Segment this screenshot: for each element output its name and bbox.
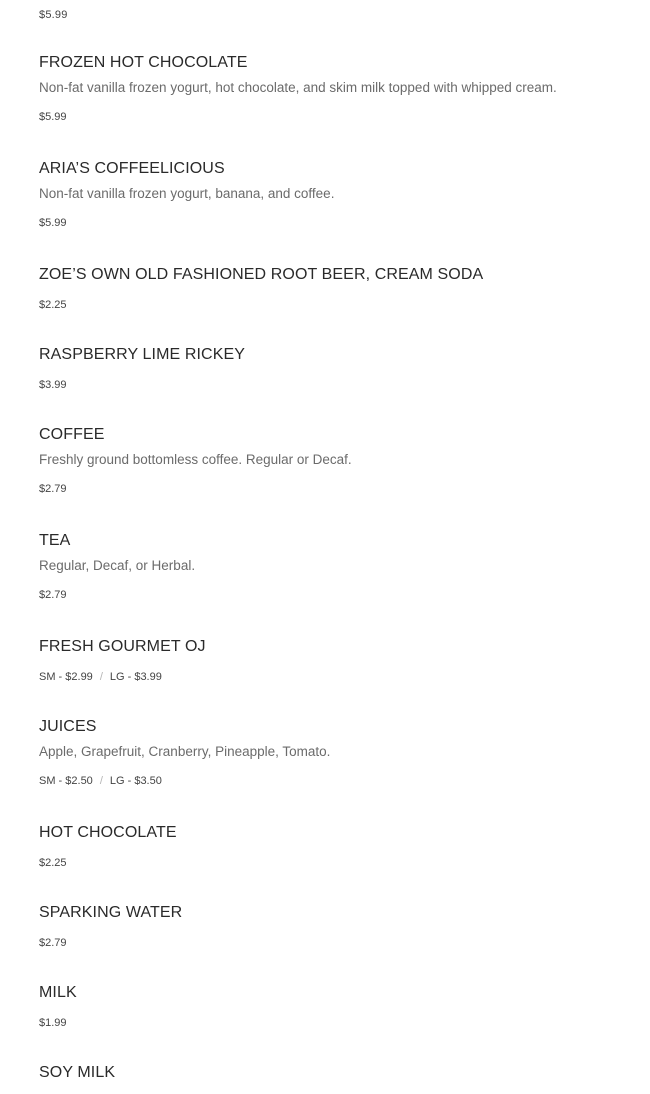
item-description: Non-fat vanilla frozen yogurt, banana, and coffee. <box>39 186 335 201</box>
item-price-sizes <box>39 670 629 684</box>
price-large: LG - $3.50 <box>109 775 162 787</box>
item-name: ARIA’S COFFEELICIOUS <box>39 160 225 177</box>
item-name: TEA <box>39 532 71 549</box>
menu-item-fresh-gourmet-oj <box>39 637 629 684</box>
item-description: Non-fat vanilla frozen yogurt, hot chocolate, and skim milk topped with whipped cream. <box>39 80 557 95</box>
item-price: $5.99 <box>39 9 68 21</box>
menu-item-hot-chocolate <box>39 823 629 870</box>
menu-item-sparking-water <box>39 903 629 950</box>
price-separator: / <box>99 775 103 787</box>
item-name: FRESH GOURMET OJ <box>39 638 206 655</box>
menu-item-raspberry-lime-rickey <box>39 345 629 392</box>
item-name: ZOE’S OWN OLD FASHIONED ROOT BEER, CREAM SODA <box>39 266 484 283</box>
price-small: SM - $2.50 <box>39 775 93 787</box>
item-name: SPARKING WATER <box>39 904 183 921</box>
item-price: $2.79 <box>39 589 67 601</box>
menu-item-milk <box>39 983 629 1030</box>
item-price: $2.25 <box>39 299 67 311</box>
menu-item-frozen-hot-chocolate <box>39 53 629 124</box>
item-name: RASPBERRY LIME RICKEY <box>39 346 246 363</box>
item-description: Freshly ground bottomless coffee. Regular or Decaf. <box>39 452 352 467</box>
item-description: Apple, Grapefruit, Cranberry, Pineapple, Tomato. <box>39 744 331 759</box>
menu-item-root-beer-cream-soda <box>39 265 629 312</box>
menu-item-tea <box>39 531 629 602</box>
item-price: $3.99 <box>39 379 67 391</box>
menu-item-soy-milk <box>39 1063 629 1083</box>
price-large: LG - $3.99 <box>109 671 162 683</box>
item-name: MILK <box>39 984 77 1001</box>
item-description: Regular, Decaf, or Herbal. <box>39 558 196 573</box>
menu-item-juices <box>39 717 629 788</box>
price-separator: / <box>99 671 103 683</box>
item-price: $2.79 <box>39 483 67 495</box>
menu-item-coffee <box>39 425 629 496</box>
item-price: $2.79 <box>39 937 67 949</box>
price-small: SM - $2.99 <box>39 671 93 683</box>
item-price: $1.99 <box>39 1017 67 1029</box>
item-name: SOY MILK <box>39 1064 116 1081</box>
menu-item-arias-coffeelicious <box>39 159 629 230</box>
item-price-sizes <box>39 774 629 788</box>
item-name: FROZEN HOT CHOCOLATE <box>39 54 248 71</box>
item-name: HOT CHOCOLATE <box>39 824 177 841</box>
item-name: JUICES <box>39 718 97 735</box>
item-price: $2.25 <box>39 857 67 869</box>
item-price: $5.99 <box>39 111 67 123</box>
item-name: COFFEE <box>39 426 105 443</box>
item-price: $5.99 <box>39 217 67 229</box>
